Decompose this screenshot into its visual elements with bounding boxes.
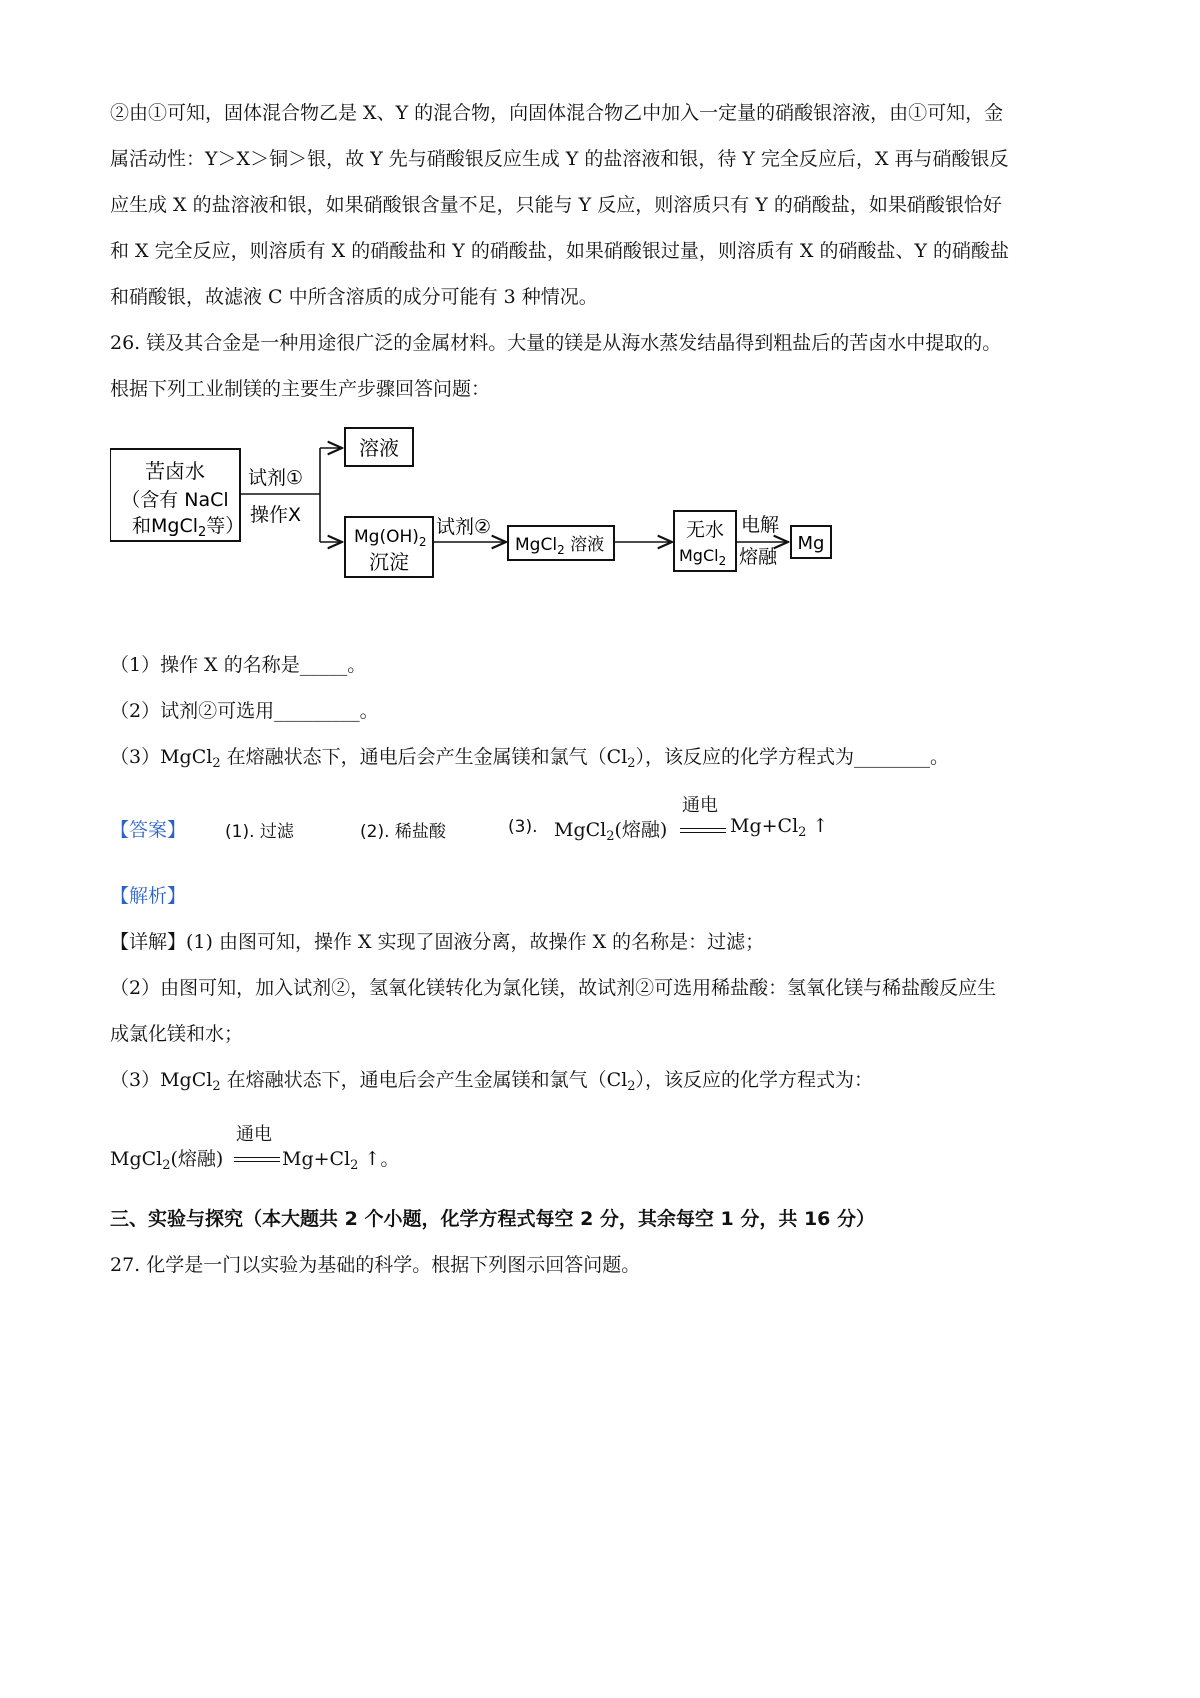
question-27-stem: 27. 化学是一门以实验为基础的科学。根据下列图示回答问题。: [110, 1254, 641, 1276]
analysis-tag: 【解析】: [110, 885, 187, 907]
box-solution-label: 溶液: [359, 436, 399, 460]
box-mgoh2-line1: $Mg(OH)_2$: [354, 527, 427, 549]
question-26-stem: 26. 镁及其合金是一种用途很广泛的金属材料。大量的镁是从海水蒸发结晶得到粗盐后的苦卤水中提取的。: [110, 332, 1002, 354]
box-brine-line1: 苦卤水: [145, 459, 205, 483]
box-mg-label: Mg: [797, 533, 825, 554]
text-line: 应生成 X 的盐溶液和银，如果硝酸银含量不足，只能与 Y 反应，则溶质只有 Y 的硝酸盐，如果硝酸银恰好: [110, 194, 1002, 216]
document-page: [110, 90, 1100, 1288]
equation-condition: 通电: [682, 795, 718, 816]
answer-2: (2). 稀盐酸: [360, 822, 446, 842]
equation-condition: 通电: [236, 1124, 272, 1145]
chemical-equation-answer: MgCl$_2$(熔融) 通电 $Mg+Cl_2$ ↑: [554, 791, 874, 861]
label-molten: 熔融: [739, 546, 778, 568]
text-line: 和 X 完全反应，则溶质有 X 的硝酸盐和 Y 的硝酸盐，如果硝酸银过量，则溶质有 X 的硝酸盐、Y 的硝酸盐: [110, 240, 1010, 262]
box-mgoh2-line2: 沉淀: [369, 550, 409, 574]
question-26-stem-cont: 根据下列工业制镁的主要生产步骤回答问题：: [110, 378, 491, 400]
label-reagent-2: 试剂②: [436, 516, 492, 538]
answer-3: (3).: [508, 817, 538, 837]
question-26-3: （3）MgCl$_2$ 在熔融状态下，通电后会产生金属镁和氯气$(Cl_2)$，该反应的化学方程式为________。: [110, 746, 950, 771]
answer-row: [110, 791, 1100, 861]
process-flow-diagram: [110, 422, 1100, 642]
box-brine-line2: （含有 NaCl: [121, 489, 229, 511]
box-anhydrous-line1: 无水: [685, 519, 725, 541]
box-brine-line3: 和MgCl$_2$等）: [132, 515, 245, 540]
answer-1: (1). 过滤: [225, 822, 294, 842]
question-26-1: （1）操作 X 的名称是_____。: [110, 654, 367, 676]
box-mgcl2-solution-label: MgCl$_2$ 溶液: [515, 535, 605, 557]
label-electrolysis: 电解: [741, 514, 780, 536]
paragraph-top: [110, 90, 1100, 320]
label-operation-x: 操作X: [250, 504, 302, 526]
question-26-2: （2）试剂②可选用_________。: [110, 700, 379, 722]
box-anhydrous-line2: MgCl$_2$: [679, 546, 727, 568]
text-line: 属活动性：Y＞X＞铜＞银，故 Y 先与硝酸银反应生成 Y 的盐溶液和银，待 Y 完全反应后，X 再与硝酸银反: [110, 148, 1009, 170]
text-line: 和硝酸银，故滤液 C 中所含溶质的成分可能有 3 种情况。: [110, 286, 598, 308]
detail-2-cont: 成氯化镁和水；: [110, 1023, 244, 1045]
text-line: ②由①可知，固体混合物乙是 X、Y 的混合物，向固体混合物乙中加入一定量的硝酸银溶液，由①可知，金: [110, 102, 1004, 124]
detail-2: （2）由图可知，加入试剂②，氢氧化镁转化为氯化镁，故试剂②可选用稀盐酸：氢氧化镁与稀盐酸反应生: [110, 977, 997, 999]
answer-tag: 【答案】: [110, 819, 187, 841]
detail-3: （3）MgCl$_2$ 在熔融状态下，通电后会产生金属镁和氯气$(Cl_2)$，该反应的化学方程式为：: [110, 1069, 874, 1094]
label-reagent-1: 试剂①: [248, 467, 304, 489]
section-3-heading: 三、实验与探究（本大题共 2 个小题，化学方程式每空 2 分，其余每空 1 分，共 16 分）: [110, 1208, 876, 1230]
chemical-equation-detail: MgCl$_2$(熔融) 通电 $Mg+Cl_2$ ↑。: [110, 1110, 1100, 1184]
flow-svg: [110, 422, 1100, 642]
detail-1: 【详解】(1) 由图可知，操作 X 实现了固液分离，故操作 X 的名称是：过滤；: [110, 931, 765, 953]
